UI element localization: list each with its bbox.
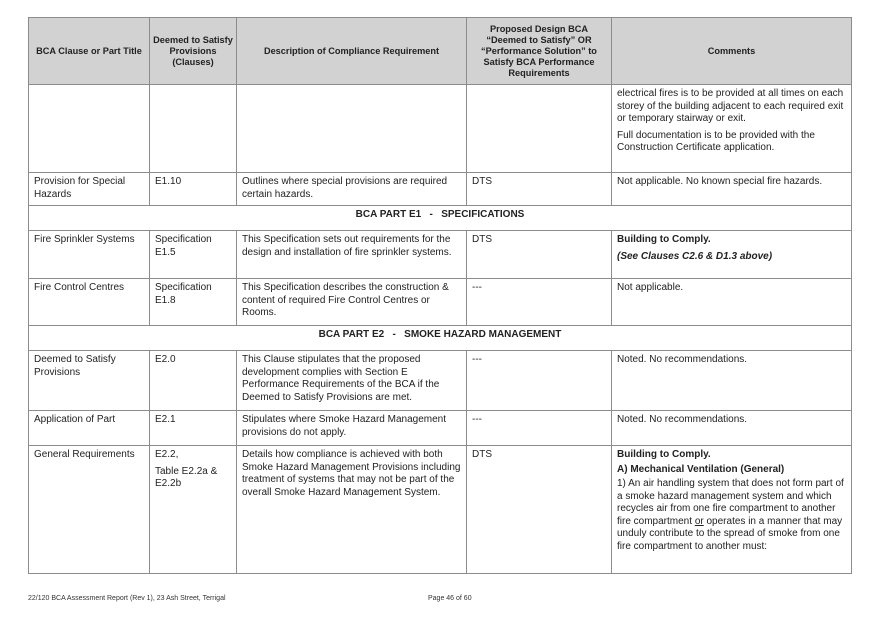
comment-or: or <box>694 515 704 527</box>
clause-description: Details how compliance is achieved with both Smoke Hazard Management Provisions including treatment of systems that may not be part of the overall Smoke Hazard Management System. <box>237 446 467 574</box>
section-heading-row <box>29 326 852 351</box>
comment-text: 1) An air handling system that does not form part of a smoke hazard management system and which recycles air from one fire compartment to another fire compartment <box>617 478 844 527</box>
design-approach: --- <box>467 351 612 411</box>
comment-heading: A) Mechanical Ventilation (General) <box>617 463 785 475</box>
comment-text: Noted. No recommendations. <box>612 411 852 446</box>
bca-compliance-table <box>28 17 852 574</box>
section-heading-e2: BCA PART E2 - SMOKE HAZARD MANAGEMENT <box>29 326 852 351</box>
footer-report-title: 22/120 BCA Assessment Report (Rev 1), 23 Ash Street, Terrigal <box>28 595 226 602</box>
clause-title: Application of Part <box>29 411 150 446</box>
clause-description: Stipulates where Smoke Hazard Management provisions do not apply. <box>237 411 467 446</box>
clause-description: This Clause stipulates that the proposed development complies with Section E Performance Requirements of the BCA if the Deemed to Satisfy Provisions are met. <box>237 351 467 411</box>
comment-reference: (See Clauses C2.6 & D1.3 above) <box>617 250 773 262</box>
clause-title: Fire Sprinkler Systems <box>29 231 150 279</box>
design-approach: DTS <box>467 231 612 279</box>
header-dts-provisions: Deemed to Satisfy Provisions (Clauses) <box>150 18 237 85</box>
comment-bold: Building to Comply. <box>617 449 711 460</box>
table-row-general-requirements <box>29 446 852 574</box>
header-proposed-design: Proposed Design BCA “Deemed to Satisfy” OR “Performance Solution” to Satisfy BCA Performance Requirements <box>467 18 612 85</box>
table-row-special-hazards <box>29 173 852 206</box>
clause-description: Outlines where special provisions are required certain hazards. <box>237 173 467 206</box>
comment-text: electrical fires is to be provided at all times on each storey of the building adjacent to each required exit or temporary stairway or exit. <box>617 88 844 124</box>
clause-title: Provision for Special Hazards <box>29 173 150 206</box>
clause-title: General Requirements <box>29 446 150 574</box>
comment-bold: Building to Comply. <box>617 234 711 245</box>
design-approach: DTS <box>467 173 612 206</box>
design-approach: DTS <box>467 446 612 574</box>
clause-title: Deemed to Satisfy Provisions <box>29 351 150 411</box>
clause-description: This Specification sets out requirements for the design and installation of fire sprinkler systems. <box>237 231 467 279</box>
comment-paragraph <box>617 478 846 553</box>
table-row-application <box>29 411 852 446</box>
table-row-continued <box>29 85 852 173</box>
clause-number: E2.1 <box>150 411 237 446</box>
clause-number: E2.0 <box>150 351 237 411</box>
comment-text: Full documentation is to be provided with the Construction Certificate application. <box>617 129 815 153</box>
design-approach: --- <box>467 279 612 326</box>
clause-number: Specification E1.8 <box>150 279 237 326</box>
comment-text: Noted. No recommendations. <box>612 351 852 411</box>
comment-text: operates in a manner that may unduly contribute to the spread of smoke from one fire compartment to another must: <box>617 515 843 552</box>
design-approach: --- <box>467 411 612 446</box>
footer-page-number: Page 46 of 60 <box>428 595 472 602</box>
clause-number-cell <box>150 446 237 574</box>
header-comments: Comments <box>612 18 852 85</box>
comment-cell <box>612 446 852 574</box>
header-clause-title: BCA Clause or Part Title <box>29 18 150 85</box>
clause-number: E1.10 <box>150 173 237 206</box>
section-heading-e1: BCA PART E1 - SPECIFICATIONS <box>29 206 852 231</box>
comment-text: Not applicable. No known special fire hazards. <box>612 173 852 206</box>
clause-title: Fire Control Centres <box>29 279 150 326</box>
clause-number: E2.2, <box>155 449 179 460</box>
table-header-row <box>29 18 852 85</box>
clause-description: This Specification describes the construction & content of required Fire Control Centres or Rooms. <box>237 279 467 326</box>
section-heading-row <box>29 206 852 231</box>
clause-number: Specification E1.5 <box>150 231 237 279</box>
comment-cell <box>612 231 852 279</box>
header-description: Description of Compliance Requirement <box>237 18 467 85</box>
comment-cell <box>612 85 852 173</box>
clause-number: Table E2.2a & E2.2b <box>155 465 218 489</box>
table-row-control-centres <box>29 279 852 326</box>
comment-text: Not applicable. <box>612 279 852 326</box>
table-row-sprinkler <box>29 231 852 279</box>
table-row-dts-provisions <box>29 351 852 411</box>
